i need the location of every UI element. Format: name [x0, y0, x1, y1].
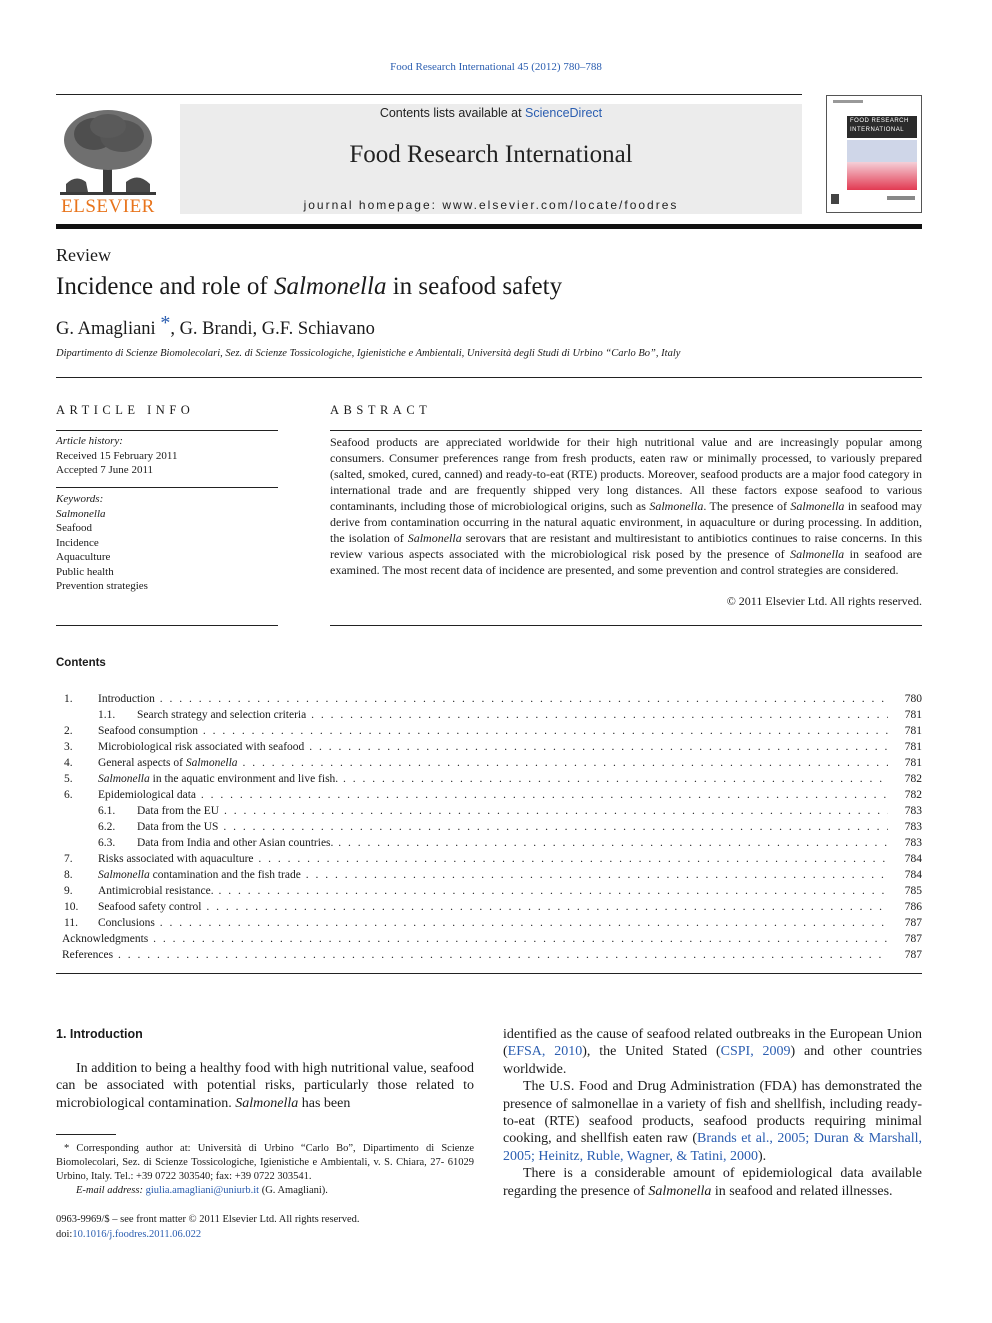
- journal-cover-image: [826, 95, 922, 213]
- header-top-rule: [56, 94, 802, 95]
- toc-page-number: 784: [904, 869, 922, 881]
- divider: [56, 973, 922, 974]
- toc-page-number: 787: [904, 949, 922, 961]
- intro-right-column: [503, 1026, 922, 1200]
- toc-label[interactable]: Epidemiological data . . .: [98, 787, 888, 803]
- doi-link[interactable]: 10.1016/j.foodres.2011.06.022: [72, 1228, 202, 1240]
- contents-heading: Contents: [56, 657, 106, 669]
- author-list: G. Amagliani *, G. Brandi, G.F. Schiavano: [56, 312, 375, 339]
- keyword: Public health: [56, 565, 114, 578]
- author-amagliani: G. Amagliani: [56, 319, 156, 339]
- keywords-list: Keywords: Salmonella Seafood Incidence Aquaculture Public health Prevention strategies: [56, 493, 148, 592]
- toc-label[interactable]: Microbiological risk associated with seafood . . .: [98, 739, 888, 755]
- toc-entry[interactable]: [56, 851, 922, 867]
- email-link[interactable]: giulia.amagliani@uniurb.it: [145, 1185, 260, 1196]
- toc-number: 11.: [64, 917, 78, 929]
- toc-label[interactable]: Search strategy and selection criteria . . .: [137, 707, 888, 723]
- citation-link[interactable]: Brands et al., 2005; Duran & Marshall, 2005; Heinitz, Ruble, Wagner, & Tatini, 2000: [503, 1131, 922, 1164]
- toc-label[interactable]: Seafood safety control . . .: [98, 899, 888, 915]
- toc-number: 6.3.: [98, 837, 116, 849]
- toc-page-number: 783: [904, 837, 922, 849]
- corresponding-author-footnote: * Corresponding author at: Università di Urbino “Carlo Bo”, Dipartimento di Scienze Biomolecolari, Sez. di Scienze Tossicologiche, Igienistiche e Ambientali, v. S. Chiara, 27- 61029 Urbino, Italy. Tel.: +39 0722 303540; fax: +39 0722 303541. E-mail address: giulia.amagliani@uniurb.it (G. Amagliani).: [56, 1143, 474, 1196]
- toc-entry[interactable]: [56, 931, 922, 947]
- toc-page-number: 783: [904, 821, 922, 833]
- toc-page-number: 782: [904, 773, 922, 785]
- intro-paragraph: In addition to being a healthy food with high nutritional value, seafood can be associated with potential risks, particularly those related to microbiological contamination. Salmonella has been: [56, 1061, 474, 1111]
- toc-page-number: 787: [904, 917, 922, 929]
- toc-entry[interactable]: [56, 819, 922, 835]
- toc-label[interactable]: Antimicrobial resistance. . . .: [98, 883, 888, 899]
- toc-entry[interactable]: [56, 707, 922, 723]
- toc-number: 1.: [64, 693, 73, 705]
- cover-title-line-2: INTERNATIONAL: [850, 127, 905, 133]
- toc-label[interactable]: Data from the US . . .: [137, 819, 888, 835]
- toc-page-number: 781: [904, 757, 922, 769]
- toc-entry[interactable]: [56, 947, 922, 963]
- toc-page-number: 784: [904, 853, 922, 865]
- article-type: Review: [56, 245, 111, 265]
- divider: [56, 625, 278, 626]
- toc-number: 8.: [64, 869, 73, 881]
- toc-entry[interactable]: [56, 787, 922, 803]
- toc-entry[interactable]: [56, 771, 922, 787]
- toc-page-number: 787: [904, 933, 922, 945]
- toc-label[interactable]: Introduction . . .: [98, 691, 888, 707]
- toc-number: 7.: [64, 853, 73, 865]
- keyword: Prevention strategies: [56, 580, 148, 592]
- sciencedirect-link[interactable]: ScienceDirect: [525, 106, 603, 120]
- footnote-rule: [56, 1134, 116, 1135]
- toc-entry[interactable]: [56, 899, 922, 915]
- toc-number: 9.: [64, 885, 73, 897]
- cover-title-line-1: FOOD RESEARCH: [850, 118, 909, 124]
- elsevier-wordmark: ELSEVIER: [61, 196, 155, 217]
- toc-page-number: 782: [904, 789, 922, 801]
- divider: [56, 430, 278, 431]
- toc-number: 6.2.: [98, 821, 116, 833]
- toc-entry[interactable]: [56, 867, 922, 883]
- journal-homepage[interactable]: journal homepage: www.elsevier.com/locate/foodres: [303, 198, 679, 212]
- toc-page-number: 786: [904, 901, 922, 913]
- toc-label[interactable]: Salmonella in the aquatic environment and live fish. . . .: [98, 771, 888, 787]
- elsevier-logo: [56, 104, 160, 216]
- toc-entry[interactable]: [56, 883, 922, 899]
- issn-line: 0963-9969/$ – see front matter © 2011 Elsevier Ltd. All rights reserved. doi:10.1016/j.foodres.2011.06.022: [56, 1214, 360, 1240]
- abstract-copyright: © 2011 Elsevier Ltd. All rights reserved.: [726, 594, 922, 608]
- toc-label[interactable]: Conclusions . . .: [98, 915, 888, 931]
- toc-number: 6.1.: [98, 805, 116, 817]
- toc-label[interactable]: References . . .: [62, 947, 888, 963]
- toc-label[interactable]: General aspects of Salmonella . . .: [98, 755, 888, 771]
- toc-number: 1.1.: [98, 709, 116, 721]
- keyword: Aquaculture: [56, 551, 111, 563]
- abstract-text: Seafood products are appreciated worldwide for their high nutritional value and are increasingly popular among consumers. Consumer preferences range from fresh products, eaten raw or minimally processed, to variously prepared (salted, smoked, cured, canned) and ready-to-eat (RTE) products. Moreover, seafood products are a major food category in international trade and are frequently shipped very long distances. All these factors expose seafood to various contaminants, including those of microbiological origins, such as Salmonella. The presence of Salmonella in seafood may derive from contamination occurring in the natural aquatic environment, in aquaculture or during processing. In addition, the isolation of Salmonella serovars that are resistant and multiresistant to antibiotics continues to raise concerns. In this review various aspects associated with the microbiological risk posed by the presence of Salmonella in seafood are examined. The most recent data of incidence are presented, and some prevention and control strategies are considered.: [330, 435, 922, 577]
- table-of-contents: [56, 691, 922, 963]
- divider: [330, 625, 922, 626]
- keyword: Seafood: [56, 522, 93, 534]
- toc-entry[interactable]: [56, 691, 922, 707]
- divider: [56, 377, 922, 378]
- toc-label[interactable]: Salmonella contamination and the fish trade . . .: [98, 867, 888, 883]
- toc-label[interactable]: Acknowledgments . . .: [62, 931, 888, 947]
- abstract-heading: ABSTRACT: [330, 403, 432, 417]
- divider: [56, 487, 278, 488]
- toc-label[interactable]: Data from the EU . . .: [137, 803, 888, 819]
- article-title: Incidence and role of Salmonella in seafood safety: [56, 273, 563, 300]
- toc-page-number: 783: [904, 805, 922, 817]
- toc-entry[interactable]: [56, 755, 922, 771]
- contents-available-line: Contents lists available at ScienceDirect: [379, 106, 603, 120]
- citation-link[interactable]: CSPI, 2009: [720, 1044, 791, 1060]
- toc-page-number: 781: [904, 725, 922, 737]
- toc-number: 4.: [64, 757, 73, 769]
- affiliation: Dipartimento di Scienze Biomolecolari, Sez. di Scienze Tossicologiche, Igienistiche e Ambientali, Università degli Studi di Urbino “Carlo Bo”, Italy: [56, 348, 681, 359]
- intro-paragraph: The U.S. Food and Drug Administration (FDA) has demonstrated the presence of salmonellae in a variety of fish and shellfish, including ready-to-eat (RTE) seafood products, seafood products requiring minimal cooking, and shellfish eaten raw (Brands et al., 2005; Duran & Marshall, 2005; Heinitz, Ruble, Wagner, & Tatini, 2000).: [503, 1079, 922, 1164]
- toc-entry[interactable]: [56, 835, 922, 851]
- toc-number: 2.: [64, 725, 73, 737]
- toc-number: 10.: [64, 901, 79, 913]
- article-info-heading: ARTICLE INFO: [56, 403, 195, 417]
- toc-label[interactable]: Data from India and other Asian countries. . . .: [137, 835, 888, 851]
- toc-entry[interactable]: [56, 803, 922, 819]
- toc-page-number: 781: [904, 709, 922, 721]
- toc-page-number: 780: [904, 693, 922, 705]
- toc-number: 3.: [64, 741, 73, 753]
- journal-reference[interactable]: Food Research International 45 (2012) 780–788: [390, 61, 602, 73]
- citation-link[interactable]: EFSA, 2010: [507, 1044, 583, 1060]
- article-history: Article history: Received 15 February 2011 Accepted 7 June 2011: [56, 435, 178, 476]
- received-date: Received 15 February 2011: [56, 449, 178, 462]
- toc-number: 5.: [64, 773, 73, 785]
- corresponding-author-mark[interactable]: *: [160, 312, 171, 334]
- toc-number: 6.: [64, 789, 73, 801]
- divider: [330, 430, 922, 431]
- journal-title: Food Research International: [349, 141, 633, 168]
- keyword: Incidence: [56, 536, 99, 549]
- toc-page-number: 785: [904, 885, 922, 897]
- intro-paragraph: identified as the cause of seafood related outbreaks in the European Union (EFSA, 2010), the United Stated (CSPI, 2009) and other countries worldwide.: [503, 1027, 923, 1077]
- toc-label[interactable]: Seafood consumption . . .: [98, 723, 888, 739]
- toc-entry[interactable]: [56, 915, 922, 931]
- toc-page-number: 781: [904, 741, 922, 753]
- toc-label[interactable]: Risks associated with aquaculture . . .: [98, 851, 888, 867]
- toc-entry[interactable]: [56, 723, 922, 739]
- section-heading-introduction: 1. Introduction: [56, 1027, 143, 1041]
- toc-entry[interactable]: [56, 739, 922, 755]
- intro-paragraph: There is a considerable amount of epidemiological data available regarding the presence of Salmonella in seafood and related illnesses.: [503, 1166, 922, 1199]
- accepted-date: Accepted 7 June 2011: [56, 464, 154, 476]
- keyword: Salmonella: [56, 507, 106, 520]
- header-thick-rule: [56, 224, 922, 229]
